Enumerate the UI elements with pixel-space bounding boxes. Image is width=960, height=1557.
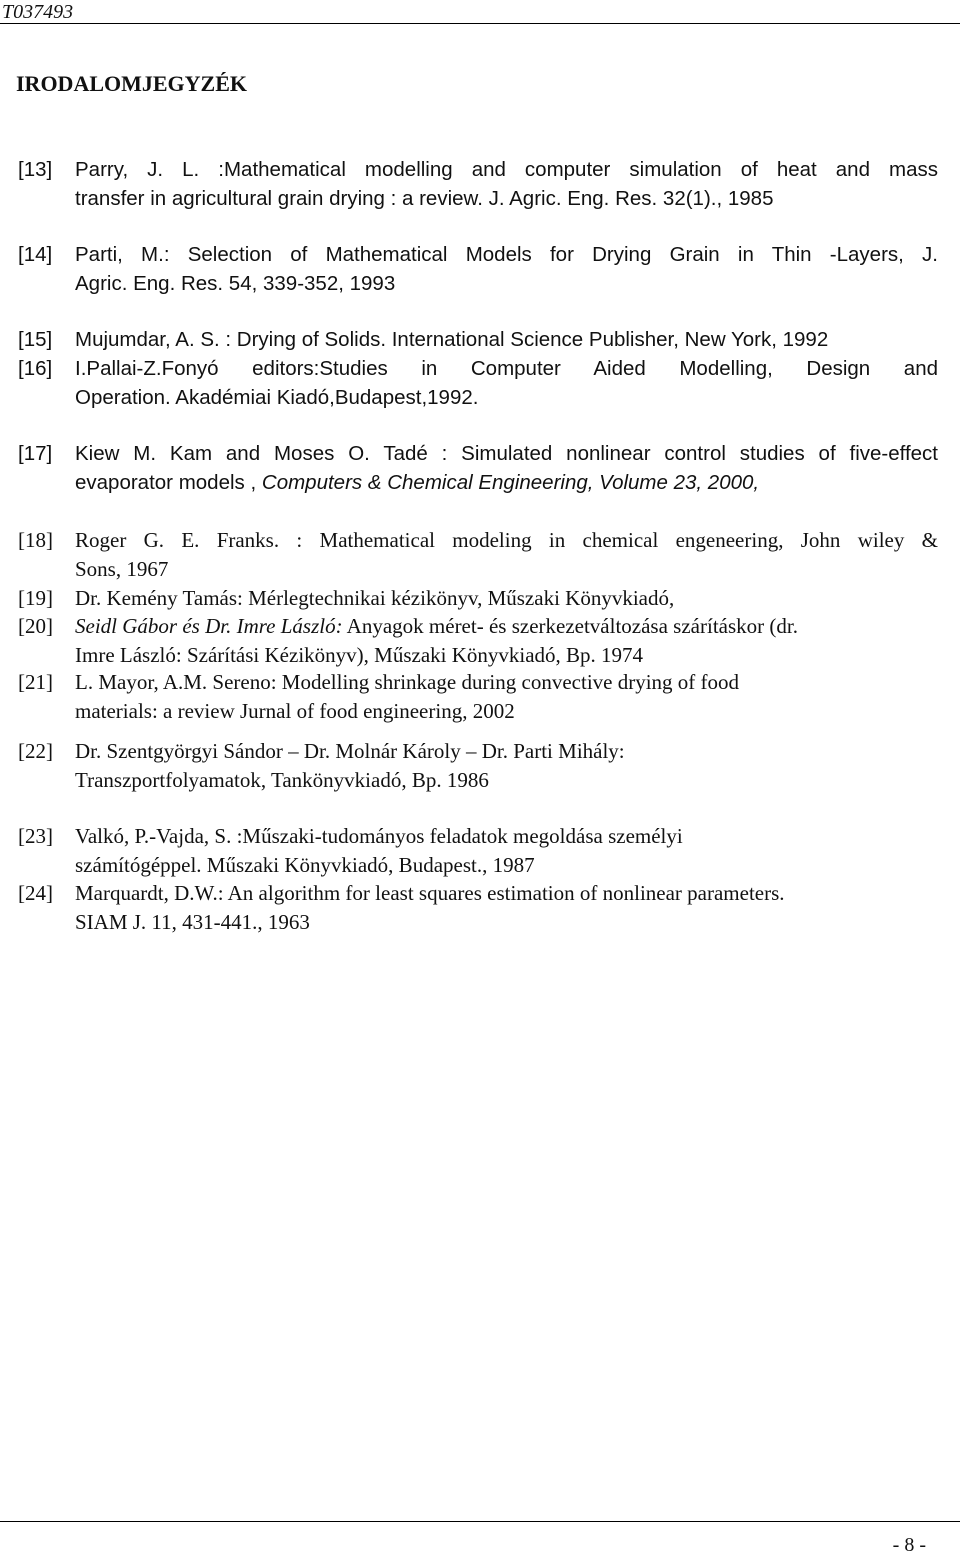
reference-line: transfer in agricultural grain drying : a review. J. Agric. Eng. Res. 32(1)., 1985 — [75, 186, 774, 210]
reference-number: [14] — [18, 243, 53, 266]
reference-line: Seidl Gábor és Dr. Imre László: Anyagok méret- és szerkezetváltozása szárításkor (dr. — [75, 614, 798, 638]
reference-line: Mujumdar, A. S. : Drying of Solids. International Science Publisher, New York, 1992 — [75, 328, 829, 351]
reference-line: Roger G. E. Franks. : Mathematical modeling in chemical engeneering, John wiley & — [75, 528, 938, 552]
reference-line: Agric. Eng. Res. 54, 339-352, 1993 — [75, 271, 396, 295]
reference-line: I.Pallai-Z.Fonyó editors:Studies in Computer Aided Modelling, Design and — [75, 357, 938, 380]
header-rule — [0, 23, 960, 24]
reference-line: számítógéppel. Műszaki Könyvkiadó, Budapest., 1987 — [75, 852, 535, 877]
reference-number: [22] — [18, 739, 53, 763]
reference-number: [17] — [18, 442, 53, 465]
reference-line: Dr. Kemény Tamás: Mérlegtechnikai kézikönyv, Műszaki Könyvkiadó, — [75, 586, 675, 610]
reference-number: [24] — [18, 881, 53, 905]
page-number: - 8 - — [892, 1534, 926, 1556]
reference-line: Sons, 1967 — [75, 556, 169, 581]
reference-line: Kiew M. Kam and Moses O. Tadé : Simulated nonlinear control studies of five-effect — [75, 442, 938, 465]
reference-number: [16] — [18, 357, 53, 380]
reference-number: [23] — [18, 824, 53, 848]
document-id: T037493 — [2, 1, 74, 23]
reference-line: L. Mayor, A.M. Sereno: Modelling shrinkage during convective drying of food — [75, 670, 740, 694]
reference-line: Marquardt, D.W.: An algorithm for least squares estimation of nonlinear parameters. — [75, 881, 785, 905]
reference-line: Transzportfolyamatok, Tankönyvkiadó, Bp. 1986 — [75, 767, 489, 792]
reference-number: [19] — [18, 586, 53, 610]
journal-title: Computers & Chemical Engineering, Volume 23, 2000, — [261, 470, 760, 494]
reference-line: Parti, M.: Selection of Mathematical Models for Drying Grain in Thin -Layers, J. — [75, 243, 938, 266]
reference-line: Valkó, P.-Vajda, S. :Műszaki-tudományos feladatok megoldása személyi — [75, 824, 683, 848]
page-title: IRODALOMJEGYZÉK — [16, 71, 248, 96]
reference-line: Parry, J. L. :Mathematical modelling and computer simulation of heat and mass — [75, 158, 938, 181]
reference-number: [18] — [18, 528, 53, 552]
reference-line: Operation. Akadémiai Kiadó,Budapest,1992. — [75, 385, 479, 409]
reference-number: [15] — [18, 328, 53, 351]
reference-number: [21] — [18, 670, 53, 694]
reference-line: Dr. Szentgyörgyi Sándor – Dr. Molnár Károly – Dr. Parti Mihály: — [75, 739, 625, 763]
reference-line: evaporator models , Computers & Chemical Engineering, Volume 23, 2000, — [75, 470, 760, 494]
reference-number: [13] — [18, 158, 53, 181]
reference-line: SIAM J. 11, 431-441., 1963 — [75, 909, 310, 934]
reference-line: materials: a review Jurnal of food engineering, 2002 — [75, 698, 515, 723]
reference-number: [20] — [18, 614, 53, 638]
reference-line: Imre László: Szárítási Kézikönyv), Műszaki Könyvkiadó, Bp. 1974 — [75, 642, 644, 667]
footer-rule — [0, 1521, 960, 1522]
